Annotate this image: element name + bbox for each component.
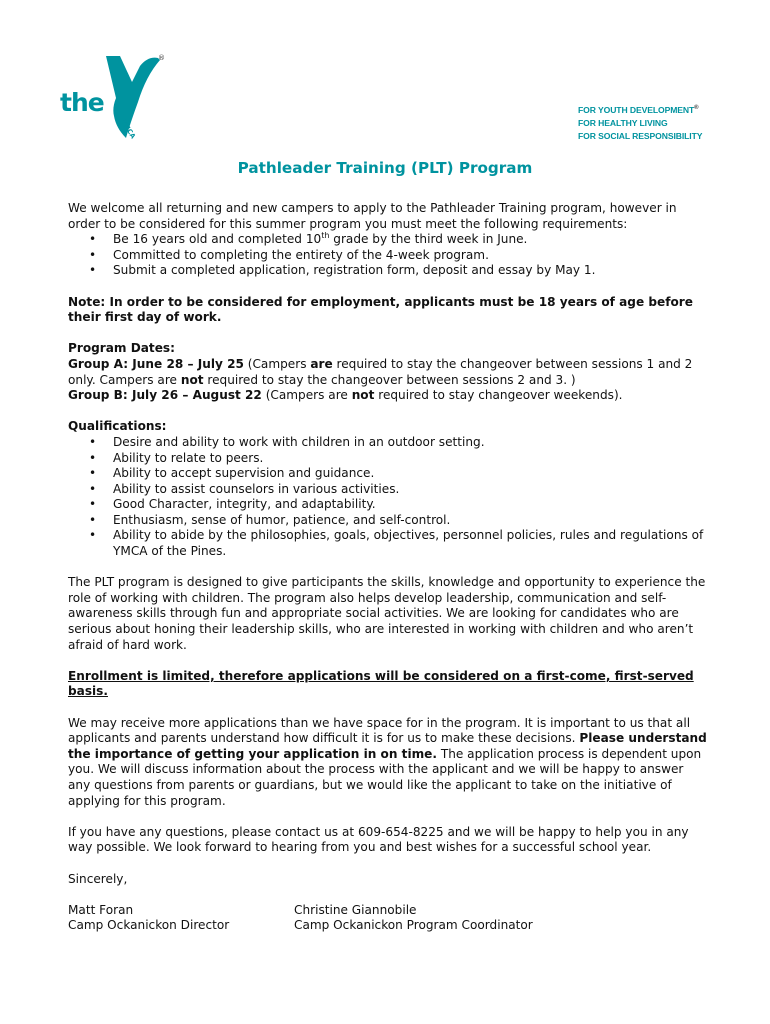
requirement-item: • Submit a completed application, registration form, deposit and essay by May 1. xyxy=(68,263,708,279)
page-title: Pathleader Training (PLT) Program xyxy=(237,159,533,177)
intro-paragraph: We welcome all returning and new campers to apply to the Pathleader Training program, however in order to be considered for this summer program you must meet the following requirements: xyxy=(68,201,677,231)
qualification-item: • Ability to assist counselors in various activities. xyxy=(68,482,708,498)
qualification-item: • Ability to abide by the philosophies, goals, objectives, personnel policies, rules and regulations of YMCA of the Pines. xyxy=(68,528,708,559)
signature-coordinator xyxy=(294,903,533,934)
qualification-item: • Desire and ability to work with children in an outdoor setting. xyxy=(68,435,708,451)
tagline-line-1: FOR YOUTH DEVELOPMENT® xyxy=(578,104,699,115)
program-description: The PLT program is designed to give participants the skills, knowledge and opportunity to experience the role of working with children. The program also helps develop leadership, communication and self-awareness skills through fun and appropriate social activities. We are looking for candidates who are serious about honing their leadership skills, who are interested in working with children and who aren’t afraid of hard work. xyxy=(68,575,706,652)
employment-note: Note: In order to be considered for employment, applicants must be 18 years of age before their first day of work. xyxy=(68,294,693,325)
signature-block xyxy=(68,903,708,934)
logo-ymca-text: YMCA xyxy=(119,118,138,141)
logo-the-text: the xyxy=(60,88,104,117)
qualification-item: • Ability to relate to peers. xyxy=(68,451,708,467)
signer-name: Matt Foran xyxy=(68,902,134,917)
ymca-logo xyxy=(56,52,176,152)
signer-role: Camp Ockanickon Director xyxy=(68,918,230,933)
document-body xyxy=(68,201,708,934)
signer-name: Christine Giannobile xyxy=(294,902,417,917)
qualification-item: • Good Character, integrity, and adaptability. xyxy=(68,497,708,513)
program-dates-heading: Program Dates: xyxy=(68,341,175,356)
qualifications-heading: Qualifications: xyxy=(68,419,167,434)
contact-paragraph: If you have any questions, please contact us at 609-654-8225 and we will be happy to help you in any way possible. We look forward to hearing from you and best wishes for a successful school year. xyxy=(68,824,689,855)
requirement-item: • Committed to completing the entirety of the 4-week program. xyxy=(68,248,708,264)
logo-registered-mark: ® xyxy=(158,54,165,62)
qualifications-list xyxy=(68,435,708,560)
requirement-item: • Be 16 years old and completed 10th grade by the third week in June. xyxy=(68,232,708,248)
group-b-dates: Group B: July 26 – August 22 (Campers are not required to stay changeover weekends). xyxy=(68,388,623,403)
tagline-line-3: FOR SOCIAL RESPONSIBILITY xyxy=(578,130,703,141)
requirements-list xyxy=(68,232,708,279)
closing-salutation: Sincerely, xyxy=(68,871,128,886)
applications-paragraph: We may receive more applications than we have space for in the program. It is important to us that all applicants and parents understand how difficult it is for us to make these decisions. Please understand the importance of getting your application in on time. The application process is dependent upon you. We will discuss information about the process with the applicant and we will be happy to answer any questions from parents or guardians, but we would like the applicant to take on the initiative of applying for this program. xyxy=(68,715,707,808)
qualification-item: • Ability to accept supervision and guidance. xyxy=(68,466,708,482)
tagline-line-2: FOR HEALTHY LIVING xyxy=(578,117,668,128)
signer-role: Camp Ockanickon Program Coordinator xyxy=(294,918,533,933)
group-a-dates: Group A: June 28 – July 25 (Campers are required to stay the changeover between sessions 1 and 2 only. Campers are not required to stay the changeover between sessions 2 and 3. ) xyxy=(68,356,693,387)
enrollment-notice: Enrollment is limited, therefore applications will be considered on a first-come, first-served basis. xyxy=(68,668,694,699)
tagline xyxy=(578,102,702,143)
qualification-item: • Enthusiasm, sense of humor, patience, and self-control. xyxy=(68,513,708,529)
signature-director xyxy=(68,903,294,934)
